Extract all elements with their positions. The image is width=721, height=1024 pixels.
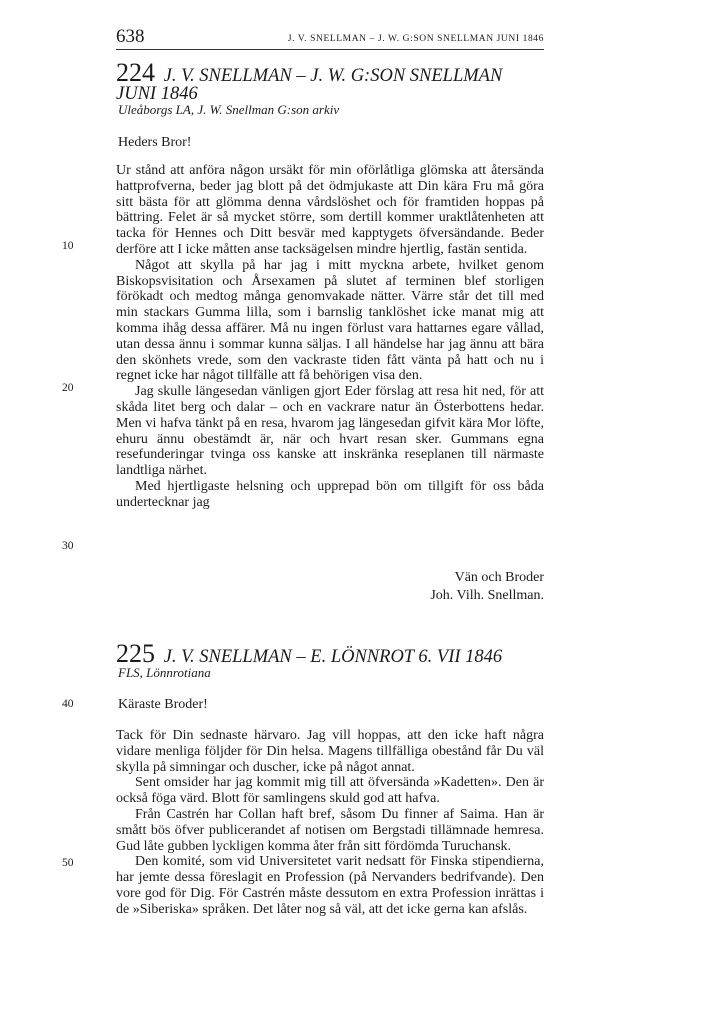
letter-title-line1: J. V. SNELLMAN – J. W. G:SON SNELLMAN: [163, 66, 503, 86]
letter-number: 224: [116, 58, 155, 87]
letter-225-source: FLS, Lönnrotiana: [118, 665, 211, 680]
line-number: 40: [62, 698, 74, 710]
header-rule: [116, 49, 544, 50]
letter-title-line2: JUNI 1846: [116, 84, 198, 104]
paragraph: Den komité, som vid Universitetet varit nedsatt för Finska stipendierna, har jemte dessa föreslagit en Profession (på Nervanders bedrifvande). Den vore god för Dig. För Castrén måste dessutom en extra Profession inrättas i de »Siberiska» språken. Det låter nog så väl, att det icke gerna kan afslås.: [116, 854, 544, 917]
paragraph: Tack för Din sednaste härvaro. Jag vill hoppas, att den icke haft några vidare menliga följder för Din helsa. Magens tillfälliga obestånd får Du väl skylla på simningar och duscher, icke på något annat.: [116, 728, 544, 775]
page-header: [116, 22, 544, 48]
line-number: 30: [62, 540, 74, 552]
signature: Joh. Vilh. Snellman.: [430, 588, 544, 603]
letter-224-salutation: Heders Bror!: [118, 135, 192, 150]
paragraph: Ur stånd att anföra någon ursäkt för min oförlåtliga glömska att återsända hattprofverna, beder jag blott på det ödmjukaste att Din kära Fru må göra sitt bästa för att glömma denna vårdslöshet och för framtiden hoppas på bättring. Felet är så mycket större, som dertill kommer uraktlåtenheten att tacka för Hennes och Ditt besvär med kapptygets öfversändande. Beder derföre att I icke måtten anse tacksägelsen mindre hjertlig, fastän sentida.: [116, 163, 544, 257]
paragraph: Med hjertligaste helsning och upprepad bön om tillgift för oss båda undertecknar jag: [116, 478, 544, 510]
paragraph: Jag skulle längesedan vänligen gjort Eder förslag att resa hit ned, för att skåda litet berg och dalar – och en vackrare natur än Österbottens hedar. Men vi hafva tänkt på en resa, hvarom jag längesedan gifvit kära Mor löfte, ehuru ännu obestämdt är, när och hvart resan sker. Gummans egna resefunderingar tvinga oss kanske att inskränka reseplanen till närmaste landtliga närhet.: [116, 384, 544, 479]
letter-224-source: Uleåborgs LA, J. W. Snellman G:son arkiv: [118, 102, 340, 117]
paragraph: Sent omsider har jag kommit mig till att öfversända »Kadetten». Den är också föga värd. Blott för samlingens skuld god att hafva.: [116, 775, 544, 807]
letter-title-line1: J. V. SNELLMAN – E. LÖNNROT 6. VII 1846: [163, 647, 503, 667]
letter-224-body: [116, 163, 544, 511]
letter-225-title: [116, 639, 556, 668]
letter-225-body: [116, 728, 544, 918]
letter-225-salutation: Käraste Broder!: [118, 697, 208, 712]
line-number: 20: [62, 382, 74, 394]
line-number: 50: [62, 857, 74, 869]
letter-number: 225: [116, 639, 155, 668]
line-number: 10: [62, 240, 74, 252]
paragraph: Något att skylla på har jag i mitt myckna arbete, hvilket genom Biskopsvisitation och Årsexamen på slutet af terminen blef storligen förökadt och medtog många genomvakade nätter. Värre står det till med min stackars Gumma lilla, som i barnslig tanklöshet icke manat mig att komma ihåg dessa affärer. Må nu ingen förlust vara hattarnes egare vållad, utan dessa ännu i sommar kunna säljas. I all händelse har jag ännu att bära den skönhets vrede, som den vackraste tiden fått vänta på hatt och nu i regnet icke har något tillfälle att få behörigen visa den.: [116, 257, 544, 384]
page-number: 638: [116, 26, 145, 47]
letter-224-title: [116, 58, 556, 104]
letter-224-closing: [430, 569, 544, 605]
closing-line: Vän och Broder: [454, 570, 544, 585]
paragraph: Från Castrén har Collan haft bref, såsom Du finner af Saima. Han är smått bös öfver publicerandet af notisen om Bergstadi tillämnade hemresa. Gud låte gubben lyckligen komma åter från sitt fördömda Turuchansk.: [116, 806, 544, 854]
running-head: J. V. SNELLMAN – J. W. G:SON SNELLMAN JUNI 1846: [287, 34, 544, 44]
